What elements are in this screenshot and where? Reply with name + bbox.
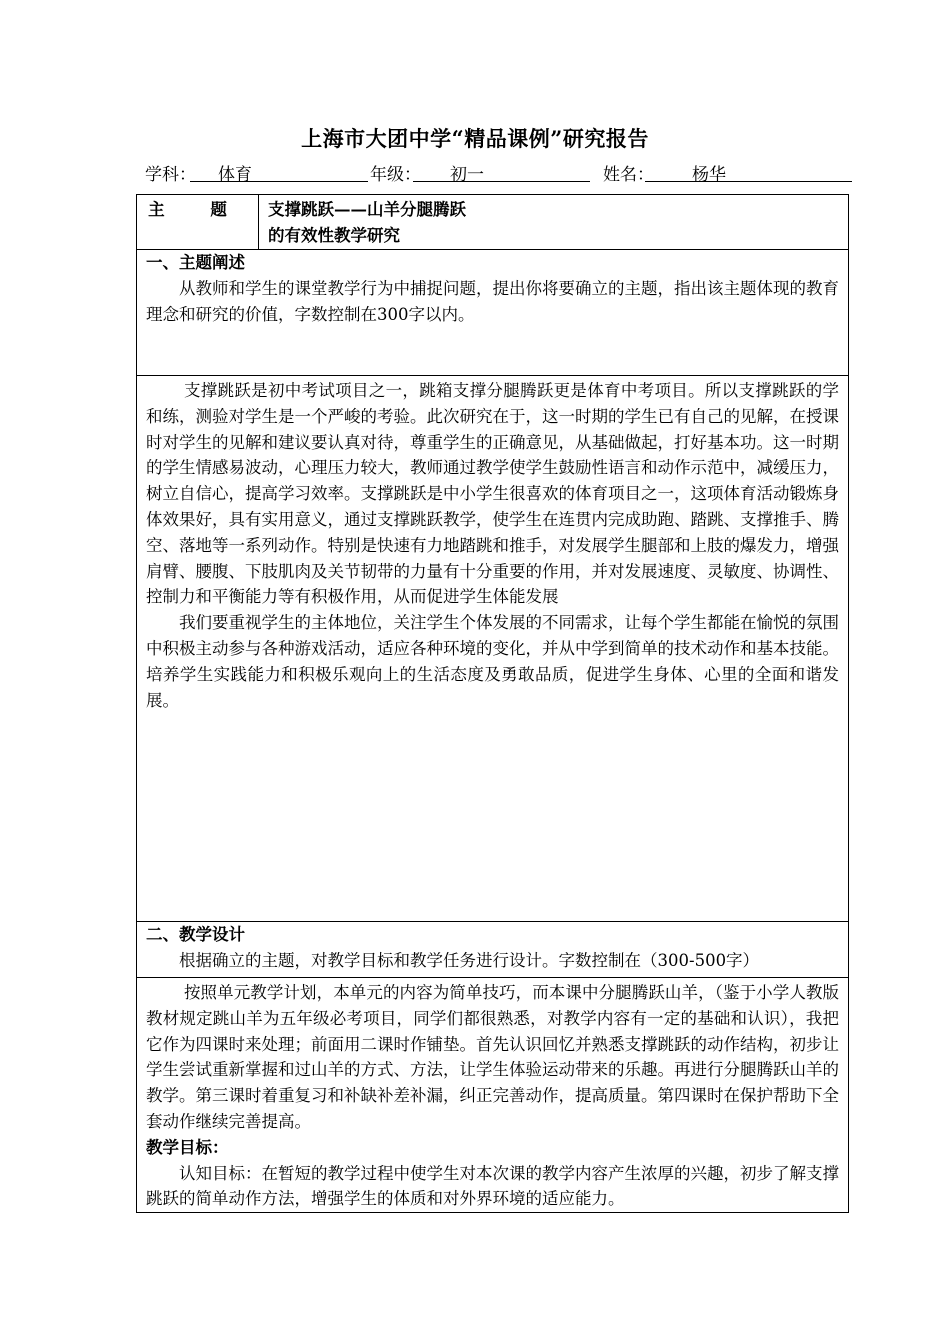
section2-heading: 二、教学设计	[146, 925, 245, 944]
subject-field	[190, 160, 368, 185]
section2-instruction-row	[137, 922, 849, 978]
section1-paragraph-1: 支撑跳跃是初中考试项目之一，跳箱支撑分腿腾跃更是体育中考项目。所以支撑跳跃的学和练，测验对学生是一个严峻的考验。此次研究在于，这一时期的学生已有自己的见解，在授课时对学生的见解和建议要认真对待，尊重学生的正确意见，从基础做起，打好基本功。这一时期的学生情感易波动，心理压力较大，教师通过教学使学生鼓励性语言和动作示范中，减缓压力，树立自信心，提高学习效率。支撑跳跃是中小学生很喜欢的体育项目之一，这项体育活动锻炼身体效果好，具有实用意义，通过支撑跳跃教学，使学生在连贯内完成助跑、踏跳、支撑推手、腾空、落地等一系列动作。特别是快速有力地踏跳和推手，对发展学生腿部和上肢的爆发力，增强肩臂、腰腹、下肢肌肉及关节韧带的力量有十分重要的作用，并对发展速度、灵敏度、协调性、控制力和平衡能力等有积极作用，从而促进学生体能发展	[146, 381, 839, 607]
name-value: 杨华	[692, 165, 726, 185]
section1-instruction-cell	[137, 250, 849, 376]
topic-line-2: 的有效性教学研究	[268, 225, 400, 245]
grade-field	[413, 160, 590, 185]
topic-row	[137, 195, 849, 250]
section2-body-cell	[137, 978, 849, 1213]
grade-label: 年级：	[370, 165, 421, 185]
section1-heading: 一、主题阐述	[146, 253, 245, 272]
section2-instruction: 根据确立的主题，对教学目标和教学任务进行设计。字数控制在（300-500字）	[179, 950, 760, 970]
section1-body-cell	[137, 376, 849, 922]
topic-value	[259, 195, 849, 250]
subject-label: 学科：	[145, 165, 196, 185]
topic-line-1: 支撑跳跃——山羊分腿腾跃	[268, 200, 466, 219]
topic-label: 主 题	[137, 195, 259, 250]
name-field	[645, 160, 852, 185]
goals-heading: 教学目标：	[146, 1137, 229, 1157]
section1-instruction: 从教师和学生的课堂教学行为中捕捉问题，提出你将要确立的主题，指出该主题体现的教育理念和研究的价值，字数控制在300字以内。	[146, 278, 839, 324]
section2-paragraph-1: 按照单元教学计划，本单元的内容为简单技巧，而本课中分腿腾跃山羊，（鉴于小学人教版教材规定跳山羊为五年级必考项目，同学们都很熟悉，对教学内容有一定的基础和认识），我把它作为四课时来处理；前面用二课时作铺垫。首先认识回忆并熟悉支撑跳跃的动作结构，初步让学生尝试重新掌握和过山羊的方式、方法，让学生体验运动带来的乐趣。再进行分腿腾跃山羊的教学。第三课时着重复习和补缺补差补漏，纠正完善动作，提高质量。第四课时在保护帮助下全套动作继续完善提高。	[146, 983, 839, 1131]
report-table	[136, 194, 849, 1213]
section2-instruction-cell	[137, 922, 849, 978]
section2-body-row	[137, 978, 849, 1213]
section1-paragraph-2: 我们要重视学生的主体地位，关注学生个体发展的不同需求，让每个学生都能在愉悦的氛围中积极主动参与各种游戏活动，适应各种环境的变化，并从中学到简单的技术动作和基本技能。培养学生实践能力和积极乐观向上的生活态度及勇敢品质，促进学生身体、心里的全面和谐发展。	[146, 613, 839, 710]
name-label: 姓名：	[603, 165, 654, 185]
subject-value: 体育	[218, 165, 252, 185]
section1-body-row	[137, 376, 849, 922]
goal-cognitive: 认知目标：在暂短的教学过程中使学生对本次课的教学内容产生浓厚的兴趣，初步了解支撑跳跃的简单动作方法，增强学生的体质和对外界环境的适应能力。	[146, 1163, 839, 1209]
document-title: 上海市大团中学“精品课例”研究报告	[301, 126, 649, 151]
grade-value: 初一	[450, 165, 484, 185]
section1-instruction-row	[137, 250, 849, 376]
